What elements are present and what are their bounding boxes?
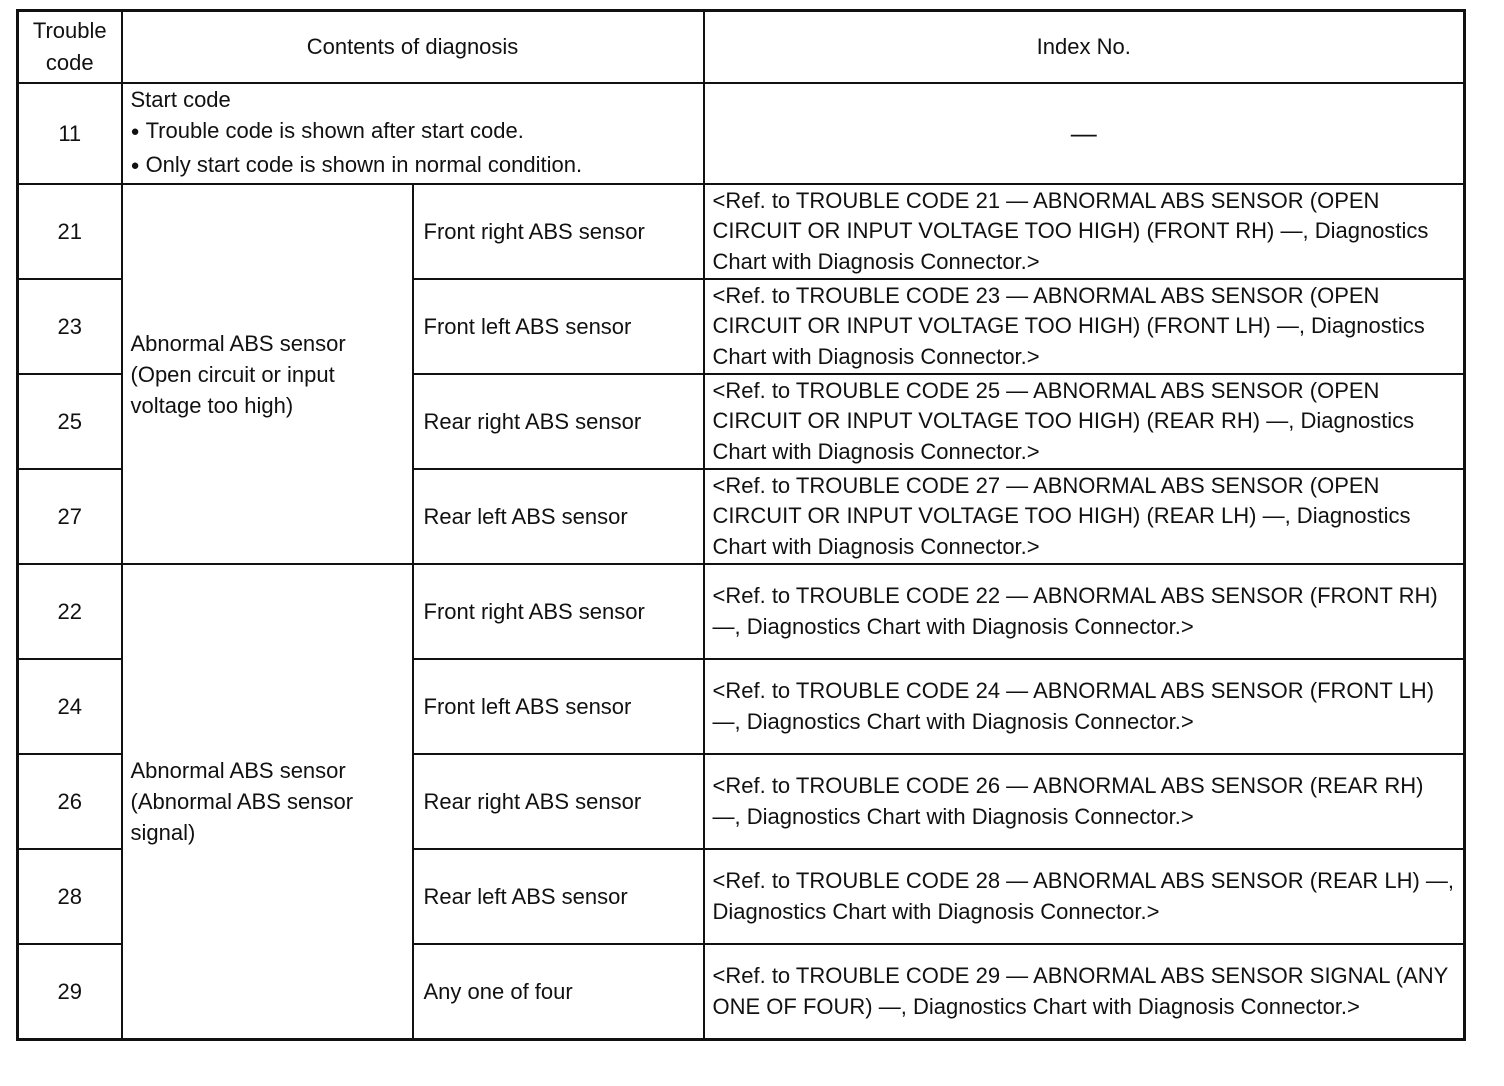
group-cell: Abnormal ABS sensor (Open circuit or input voltage too high)	[122, 184, 413, 564]
index-cell: <Ref. to TROUBLE CODE 22 — ABNORMAL ABS SENSOR (FRONT RH) —, Diagnostics Chart with Diagnosis Connector.>	[704, 564, 1465, 659]
sensor-cell: Rear left ABS sensor	[413, 469, 704, 564]
index-cell: <Ref. to TROUBLE CODE 28 — ABNORMAL ABS SENSOR (REAR LH) —, Diagnostics Chart with Diagnosis Connector.>	[704, 849, 1465, 944]
trouble-code-table	[16, 9, 1466, 1041]
sensor-cell: Front left ABS sensor	[413, 279, 704, 374]
start-code-bullet: ● Only start code is shown in normal condition.	[131, 149, 695, 183]
table-body	[18, 184, 1465, 1040]
code-cell: 23	[18, 279, 122, 374]
code-cell: 21	[18, 184, 122, 279]
sensor-cell: Front right ABS sensor	[413, 184, 704, 279]
start-code-description	[122, 83, 704, 184]
code-cell: 22	[18, 564, 122, 659]
code-cell: 28	[18, 849, 122, 944]
sensor-cell: Any one of four	[413, 944, 704, 1040]
index-cell: <Ref. to TROUBLE CODE 24 — ABNORMAL ABS SENSOR (FRONT LH) —, Diagnostics Chart with Diagnosis Connector.>	[704, 659, 1465, 754]
header-trouble-code: Trouble code	[18, 11, 122, 84]
start-code-title: Start code	[130, 87, 231, 112]
index-cell: <Ref. to TROUBLE CODE 25 — ABNORMAL ABS SENSOR (OPEN CIRCUIT OR INPUT VOLTAGE TOO HIGH) (REAR RH) —, Diagnostics Chart with Diagnosis Connector.>	[704, 374, 1465, 469]
group-cell: Abnormal ABS sensor (Abnormal ABS sensor signal)	[122, 564, 413, 1040]
code-cell: 26	[18, 754, 122, 849]
sensor-cell: Front left ABS sensor	[413, 659, 704, 754]
sensor-cell: Rear right ABS sensor	[413, 374, 704, 469]
index-cell: <Ref. to TROUBLE CODE 27 — ABNORMAL ABS SENSOR (OPEN CIRCUIT OR INPUT VOLTAGE TOO HIGH) (REAR LH) —, Diagnostics Chart with Diagnosis Connector.>	[704, 469, 1465, 564]
sensor-cell: Front right ABS sensor	[413, 564, 704, 659]
index-cell: <Ref. to TROUBLE CODE 21 — ABNORMAL ABS SENSOR (OPEN CIRCUIT OR INPUT VOLTAGE TOO HIGH) (FRONT RH) —, Diagnostics Chart with Diagnosis Connector.>	[704, 184, 1465, 279]
code-cell: 24	[18, 659, 122, 754]
code-cell: 29	[18, 944, 122, 1040]
start-code-bullet: ● Trouble code is shown after start code.	[131, 115, 695, 149]
index-cell: <Ref. to TROUBLE CODE 23 — ABNORMAL ABS SENSOR (OPEN CIRCUIT OR INPUT VOLTAGE TOO HIGH) (FRONT LH) —, Diagnostics Chart with Diagnosis Connector.>	[704, 279, 1465, 374]
index-cell: —	[704, 83, 1465, 184]
table-row	[18, 564, 1465, 659]
header-contents: Contents of diagnosis	[122, 11, 704, 84]
sensor-cell: Rear right ABS sensor	[413, 754, 704, 849]
code-cell: 25	[18, 374, 122, 469]
table-row-start-code	[18, 83, 1465, 184]
sensor-cell: Rear left ABS sensor	[413, 849, 704, 944]
code-cell: 27	[18, 469, 122, 564]
code-cell: 11	[18, 83, 122, 184]
header-row	[18, 11, 1465, 84]
header-index: Index No.	[704, 11, 1465, 84]
index-cell: <Ref. to TROUBLE CODE 29 — ABNORMAL ABS SENSOR SIGNAL (ANY ONE OF FOUR) —, Diagnostics Chart with Diagnosis Connector.>	[704, 944, 1465, 1040]
index-cell: <Ref. to TROUBLE CODE 26 — ABNORMAL ABS SENSOR (REAR RH) —, Diagnostics Chart with Diagnosis Connector.>	[704, 754, 1465, 849]
table-row	[18, 184, 1465, 279]
